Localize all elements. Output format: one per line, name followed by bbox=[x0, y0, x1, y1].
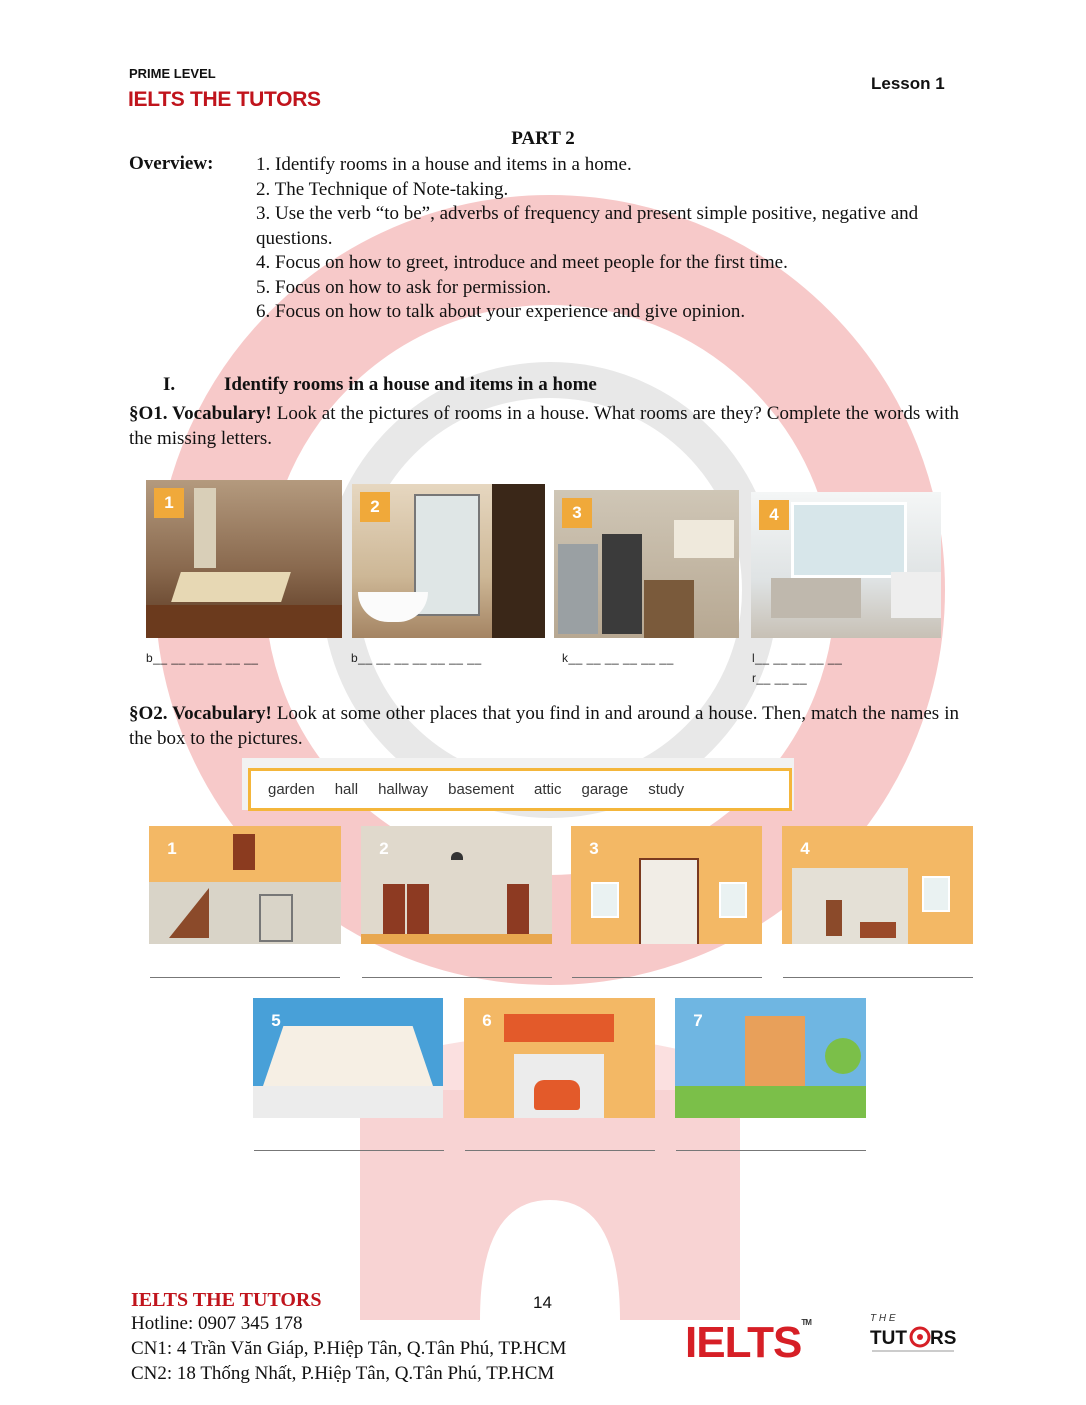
answer-line-3[interactable] bbox=[572, 977, 762, 978]
ielts-logo-text: IELTS bbox=[685, 1318, 802, 1367]
place-picture-2 bbox=[361, 826, 552, 944]
answer-line-5[interactable] bbox=[254, 1150, 444, 1151]
overview-list bbox=[256, 153, 966, 325]
exercise2-instructions bbox=[129, 701, 959, 751]
room-hint-3: k__ __ __ __ __ __ bbox=[562, 651, 674, 665]
room-photo-1 bbox=[146, 480, 342, 638]
room-number-badge: 2 bbox=[360, 492, 390, 522]
overview-item: 1. Identify rooms in a house and items in a home. bbox=[256, 154, 632, 175]
room-photo-4 bbox=[751, 492, 941, 638]
word-item: hallway bbox=[378, 781, 429, 798]
room-hint-1: b__ __ __ __ __ __ bbox=[146, 651, 259, 665]
overview-item: 2. The Technique of Note-taking. bbox=[256, 178, 509, 200]
room-hint-4: l__ __ __ __ __ bbox=[752, 651, 843, 665]
exercise1-text: Look at the pictures of rooms in a house. What rooms are they? Complete the words with the missing letters. bbox=[129, 403, 959, 449]
part-title: PART 2 bbox=[511, 128, 575, 149]
the-tutors-logo bbox=[868, 1308, 958, 1360]
word-item: hall bbox=[334, 781, 359, 798]
svg-text:TUT: TUT bbox=[870, 1328, 907, 1349]
level-label: PRIME LEVEL bbox=[129, 66, 216, 81]
place-number: 4 bbox=[800, 839, 810, 858]
place-picture-6 bbox=[464, 998, 655, 1118]
word-item: garage bbox=[581, 781, 629, 798]
answer-line-7[interactable] bbox=[676, 1150, 866, 1151]
room-photo-3 bbox=[554, 490, 739, 638]
answer-line-1[interactable] bbox=[150, 977, 340, 978]
word-item: garden bbox=[268, 781, 315, 798]
ielts-logo-tm: TM bbox=[801, 1318, 811, 1327]
footer-address-1: CN1: 4 Trần Văn Giáp, P.Hiệp Tân, Q.Tân Phú, TP.HCM bbox=[131, 1338, 567, 1359]
exercise2-text: Look at some other places that you find in and around a house. Then, match the names in the box to the pictures. bbox=[129, 703, 959, 749]
section-number: I. bbox=[163, 374, 176, 395]
place-number: 5 bbox=[271, 1011, 281, 1030]
place-picture-4 bbox=[782, 826, 973, 944]
lesson-label: Lesson 1 bbox=[871, 74, 945, 93]
place-number: 2 bbox=[379, 839, 389, 858]
word-item: study bbox=[648, 781, 685, 798]
room-hint-2: b__ __ __ __ __ __ __ bbox=[351, 651, 482, 665]
answer-line-4[interactable] bbox=[783, 977, 973, 978]
page-number: 14 bbox=[533, 1293, 552, 1312]
svg-text:T H E: T H E bbox=[870, 1313, 896, 1324]
answer-line-6[interactable] bbox=[465, 1150, 655, 1151]
footer-brand: IELTS THE TUTORS bbox=[131, 1289, 322, 1311]
room-number-badge: 3 bbox=[562, 498, 592, 528]
room-photo-2 bbox=[352, 484, 545, 638]
place-number: 3 bbox=[589, 839, 599, 858]
exercise2-label: §O2. Vocabulary! bbox=[129, 703, 272, 724]
overview-label: Overview: bbox=[129, 153, 214, 174]
place-picture-7 bbox=[675, 998, 866, 1118]
place-number: 1 bbox=[167, 839, 177, 858]
place-picture-1 bbox=[149, 826, 341, 944]
word-item: attic bbox=[533, 781, 562, 798]
place-picture-3 bbox=[571, 826, 762, 944]
exercise1-label: §O1. Vocabulary! bbox=[129, 403, 272, 424]
overview-item: 5. Focus on how to ask for permission. bbox=[256, 276, 552, 298]
footer-hotline: Hotline: 0907 345 178 bbox=[131, 1313, 303, 1334]
word-box bbox=[248, 768, 792, 811]
room-number-badge: 1 bbox=[154, 488, 184, 518]
overview-item: 6. Focus on how to talk about your experience and give opinion. bbox=[256, 301, 746, 322]
overview-item: 3. Use the verb “to be”, adverbs of frequency and present simple positive, negative and questions. bbox=[256, 203, 919, 249]
exercise1-instructions bbox=[129, 401, 959, 451]
overview-item: 4. Focus on how to greet, introduce and meet people for the first time. bbox=[256, 252, 788, 273]
place-number: 7 bbox=[693, 1011, 703, 1030]
ielts-logo bbox=[685, 1318, 811, 1368]
place-picture-5 bbox=[253, 998, 443, 1118]
place-number: 6 bbox=[482, 1011, 492, 1030]
answer-line-2[interactable] bbox=[362, 977, 552, 978]
svg-text:RS: RS bbox=[930, 1328, 957, 1349]
brand-title: IELTS THE TUTORS bbox=[128, 88, 321, 111]
word-item: basement bbox=[448, 781, 514, 798]
room-hint-4b: r__ __ __ bbox=[752, 671, 808, 685]
section-title: Identify rooms in a house and items in a home bbox=[224, 374, 597, 395]
room-number-badge: 4 bbox=[759, 500, 789, 530]
footer-address-2: CN2: 18 Thống Nhất, P.Hiệp Tân, Q.Tân Phú, TP.HCM bbox=[131, 1363, 555, 1384]
